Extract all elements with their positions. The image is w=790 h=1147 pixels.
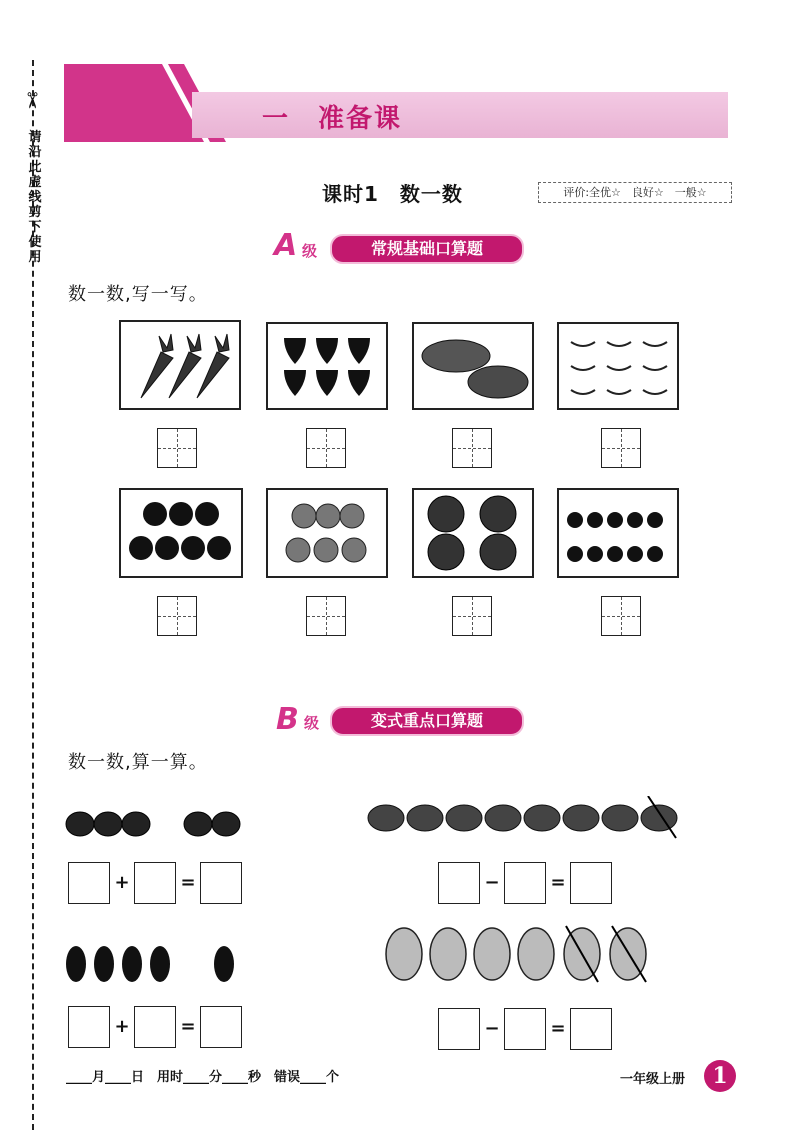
watermelon-picture: [412, 488, 534, 578]
eq2-box-result[interactable]: [570, 862, 612, 904]
peach-picture: [266, 488, 388, 578]
footer-grade: 一年级上册: [620, 1072, 686, 1087]
eq4-box-b[interactable]: [504, 1008, 546, 1050]
eq3-box-b[interactable]: [134, 1006, 176, 1048]
scissors-icon: ✂: [18, 91, 44, 110]
pumpkin-group: [364, 796, 684, 840]
answer-box-cherry[interactable]: [601, 596, 641, 636]
cherry-picture: [557, 488, 679, 578]
lesson-title: 课时1 数一数: [322, 182, 463, 206]
eq1-box-b[interactable]: [134, 862, 176, 904]
level-a-word: 级: [302, 242, 318, 260]
level-b-word: 级: [304, 714, 320, 732]
eq3-box-a[interactable]: [68, 1006, 110, 1048]
banana-picture: [557, 322, 679, 410]
eq1-equals: =: [180, 872, 196, 893]
eq2-box-b[interactable]: [504, 862, 546, 904]
eq3-equals: =: [180, 1016, 196, 1037]
eq1-box-result[interactable]: [200, 862, 242, 904]
eq4-box-result[interactable]: [570, 1008, 612, 1050]
rating-box: 评价:全优☆ 良好☆ 一般☆: [538, 182, 732, 203]
section-a-instruction: 数一数,写一写。: [68, 284, 208, 305]
chapter-title: 一 准备课: [262, 104, 403, 134]
tomato-group: [64, 806, 244, 840]
eq1-operator: +: [114, 872, 130, 893]
mango-picture: [412, 322, 534, 410]
eq3-operator: +: [114, 1016, 130, 1037]
eq3-box-result[interactable]: [200, 1006, 242, 1048]
cabbage-group: [384, 924, 656, 986]
eq1-box-a[interactable]: [68, 862, 110, 904]
eq2-equals: =: [550, 872, 566, 893]
eq4-operator: −: [484, 1018, 500, 1039]
answer-box-apple[interactable]: [157, 596, 197, 636]
eq4-equals: =: [550, 1018, 566, 1039]
section-b-instruction: 数一数,算一算。: [68, 752, 208, 773]
strawberry-picture: [266, 322, 388, 410]
eggplant-group: [64, 932, 244, 984]
eq4-box-a[interactable]: [438, 1008, 480, 1050]
level-a-letter: A: [274, 228, 298, 263]
cut-instruction: 请沿此虚线剪下使用: [28, 130, 42, 265]
level-b-letter: B: [276, 702, 299, 737]
carrot-picture: [119, 320, 241, 410]
answer-box-peach[interactable]: [306, 596, 346, 636]
eq2-operator: −: [484, 872, 500, 893]
answer-box-banana[interactable]: [601, 428, 641, 468]
page-number: 1: [704, 1060, 736, 1092]
answer-box-watermelon[interactable]: [452, 596, 492, 636]
level-a-title: 常规基础口算题: [330, 234, 524, 264]
answer-box-mango[interactable]: [452, 428, 492, 468]
level-b-title: 变式重点口算题: [330, 706, 524, 736]
apple-picture: [119, 488, 243, 578]
answer-box-carrot[interactable]: [157, 428, 197, 468]
eq2-box-a[interactable]: [438, 862, 480, 904]
footer-record: ____月____日 用时____分____秒 错误____个: [66, 1070, 340, 1085]
answer-box-strawberry[interactable]: [306, 428, 346, 468]
